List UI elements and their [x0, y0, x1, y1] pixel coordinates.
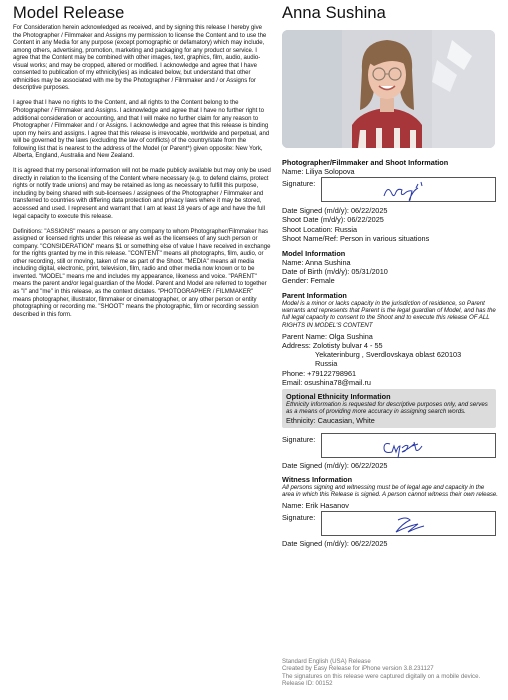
witness-signature-label: Signature: — [282, 512, 316, 522]
parent-address-line-1: Address: Zolotisty bulvar 4 - 55 — [282, 341, 383, 351]
document-title: Model Release — [13, 4, 125, 22]
parent-signature-row — [282, 433, 498, 458]
model-portrait-image — [282, 30, 495, 148]
release-footer — [282, 658, 502, 688]
footer-release-id: Release ID: 00152 — [282, 680, 333, 688]
parent-phone: Phone: +79122798961 — [282, 368, 357, 378]
terms-paragraph-3: It is agreed that my personal information will not be made publicly available but may only be used directly in relation to the licensing of the Content where necessary (e.g. to defend claims, protect rights or notify trade unions) and may be retained as long as necessary to fulfill this purpose, including by being shared with sub-licensees / assignees of the Photographer / Filmmaker and transferred to countries with differing data protection and privacy laws where it may be stored, accessed and used. I represent and warrant that I am at least 18 years of age and have the full legal capacity to execute this release. — [13, 168, 271, 220]
witness-signature-image — [322, 512, 497, 537]
parent-date-signed: Date Signed (m/d/y): 06/22/2025 — [282, 460, 388, 470]
footer-release-type: Standard English (USA) Release — [282, 658, 371, 665]
witness-signature-row — [282, 511, 498, 536]
release-info-column — [282, 0, 498, 548]
model-name-title: Anna Sushina — [282, 4, 386, 22]
photographer-signature-label: Signature: — [282, 179, 316, 189]
model-photo — [282, 30, 495, 148]
release-terms-column — [13, 0, 271, 327]
parent-signature-box — [321, 433, 496, 458]
model-section — [282, 249, 498, 286]
model-heading: Model Information — [282, 249, 346, 259]
parent-section — [282, 291, 498, 387]
ethnicity-value: Ethnicity: Caucasian, White — [286, 415, 375, 425]
shoot-location: Shoot Location: Russia — [282, 224, 358, 234]
photographer-heading: Photographer/Filmmaker and Shoot Information — [282, 158, 449, 167]
witness-note: All persons signing and witnessing must be of legal age and capacity in the area in which this Release is signed. A person cannot witness their own release. — [282, 484, 498, 499]
photographer-signature-box — [321, 177, 496, 202]
photographer-date-signed: Date Signed (m/d/y): 06/22/2025 — [282, 206, 388, 216]
model-name: Name: Anna Sushina — [282, 258, 351, 268]
photographer-name: Name: Liliya Solopova — [282, 167, 355, 176]
terms-paragraph-1: For Consideration herein acknowledged as received, and by signing this release I hereby give the Photographer / Filmmaker and Assigns my permission to license the Content and to use the Content in any Media for any purpose (except pornographic or defamatory) which may include, among others, advertising, promotion, marketing and packaging for any product or service. I agree that the Content may be combined with other images, text, graphics, film, audio, audio-visual works; and may be cropped, altered or modified. I acknowledge and agree that I have consented to publication of my ethnicity(ies) as indicated below, but understand that other ethnicities may be associated with me by the Photographer / Filmmaker and / or Assigns for descriptive purposes. — [13, 25, 267, 92]
photographer-signature-image — [322, 178, 497, 203]
parent-note: Model is a minor or lacks capacity in the jurisdiction of residence, so Parent warrants and represents that Parent is the legal guardian of Model, and has the full legal capacity to consent to the Shoot and to execute this release OF ALL RIGHTS IN MODEL'S CONTENT — [282, 299, 496, 329]
model-gender: Gender: Female — [282, 276, 335, 286]
parent-name: Parent Name: Olga Sushina — [282, 331, 373, 341]
witness-date-signed: Date Signed (m/d/y): 06/22/2025 — [282, 538, 388, 548]
definitions-paragraph: Definitions: "ASSIGNS" means a person or any company to whom Photographer/Filmmaker has assigned or licensed rights under this release as well as the licensees of any such person or company. "CONSIDERATION" means $1 or something else of value I have received in exchange for the rights granted by me in this release. "CONTENT" means all photographs, film, audio, or other recording, still or moving, taken of me as part of the Shoot. "MEDIA" means all media including digital, electronic, print, television, film, radio and other media now known or to be invented. "MODEL" means me and includes my appearance, likeness and voice. "PARENT" means the parent and/or legal guardian of the Model. Parent and Model are referred to together as "I" and "me" in this release, as the context dictates. "PHOTOGRAPHER / FILMMAKER" means photographer, illustrator, filmmaker or cinematographer, or any other person or entity photographing or recording me. "SHOOT" means the photographic, film or recording session described in this form. — [13, 228, 271, 318]
ethnicity-note: Ethnicity information is requested for descriptive purposes only, and serves as a means of providing more accuracy in assigning search words. — [286, 401, 488, 416]
parent-address-line-2: Yekaterinburg , Sverdlovskaya oblast 620103 — [315, 350, 462, 360]
parent-email: Email: osushina78@mail.ru — [282, 377, 371, 387]
terms-paragraph-2: I agree that I have no rights to the Content, and all rights to the Content belong to the Photographer / Filmmaker and Assigns. I acknowledge and agree that I have no further right to additional consideration or accounting, and that I will make no further claim for any reason to Photographer / Filmmaker and / or Assigns. I acknowledge and agree that this release is binding upon my heirs and assigns. I agree that this release is irrevocable, worldwide and perpetual, and will be governed by the laws (excluding the law of conflicts) of the country/state from the following list that is nearest to the address of the Model (or Parent*) given opposite: New York, Alberta, England, Australia and New Zealand. — [13, 100, 270, 160]
shoot-date: Shoot Date (m/d/y): 06/22/2025 — [282, 215, 384, 225]
witness-section — [282, 475, 498, 548]
footer-capture-note: The signatures on this release were captured digitally on a mobile device. — [282, 672, 481, 680]
parent-signature-image — [322, 434, 497, 459]
parent-address-line-3: Russia — [315, 359, 338, 369]
parent-heading: Parent Information — [282, 290, 347, 300]
witness-signature-box — [321, 511, 496, 536]
model-dob: Date of Birth (m/d/y): 05/31/2010 — [282, 267, 388, 277]
ethnicity-box — [282, 389, 496, 428]
ethnicity-heading: Optional Ethnicity Information — [286, 392, 391, 402]
footer-app-version: Created by Easy Release for iPhone version 3.8.231127 — [282, 665, 434, 673]
witness-name: Name: Erik Hasanov — [282, 500, 349, 510]
photographer-section — [282, 158, 498, 243]
shoot-name: Shoot Name/Ref: Person in various situations — [282, 233, 430, 243]
photographer-signature-row — [282, 177, 498, 202]
parent-signature-label: Signature: — [282, 434, 316, 444]
witness-heading: Witness Information — [282, 475, 353, 485]
